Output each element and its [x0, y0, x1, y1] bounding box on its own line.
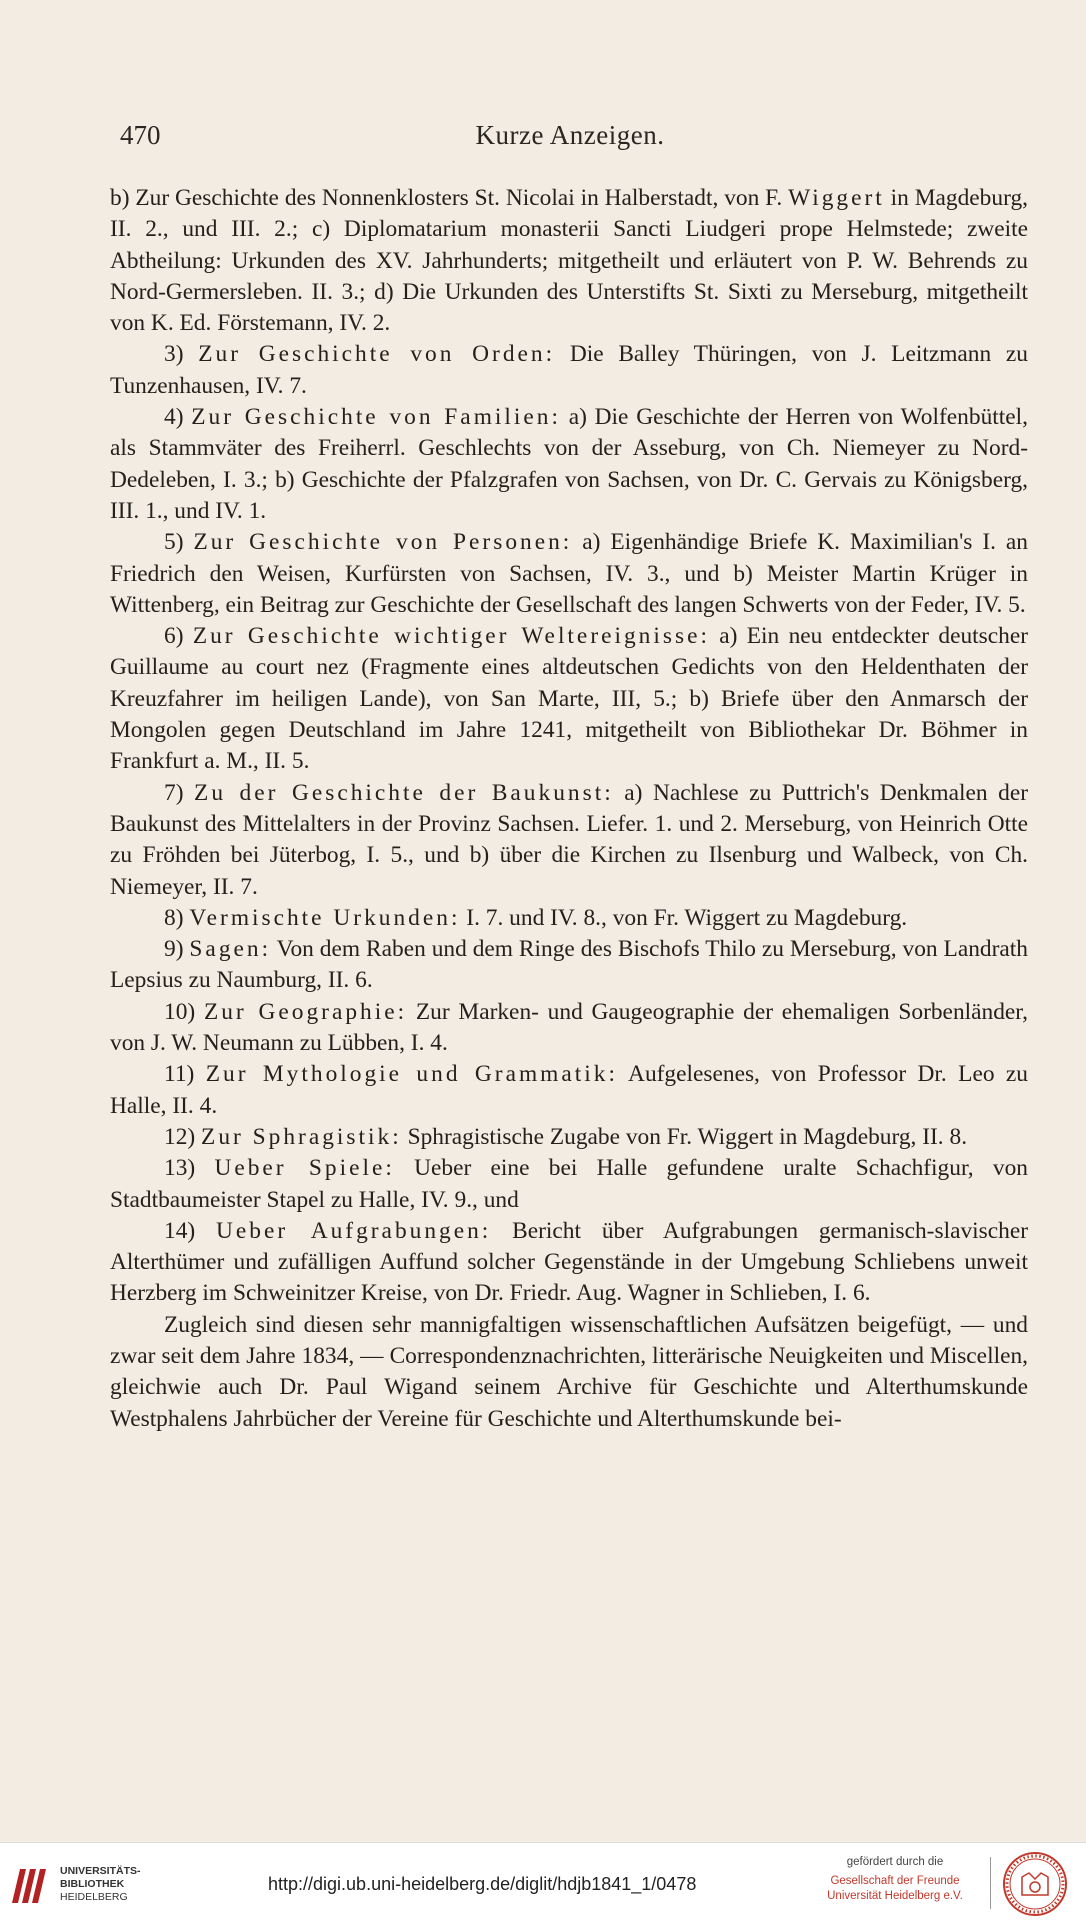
para-spaced: Ueber Aufgrabungen:: [216, 1217, 492, 1244]
para-spaced: Ueber Spiele:: [214, 1155, 395, 1182]
paragraph-9: [110, 934, 1028, 997]
page-number: 470: [120, 120, 161, 150]
paragraph-b: [110, 183, 1028, 339]
para-lead: 8): [164, 904, 190, 931]
para-text: Von dem Raben und dem Ringe des Bischofs Thilo zu Merseburg, von Landrath Lepsius zu Naumburg, II. 6.: [110, 936, 1028, 994]
sponsor-name-line: Universität Heidelberg e.V.: [827, 1890, 963, 1902]
para-spaced: Zur Geographie:: [203, 998, 408, 1025]
para-lead: 5): [164, 529, 194, 556]
viewer-footer: [0, 1842, 1086, 1922]
para-lead: 12): [164, 1123, 202, 1150]
para-lead: 11): [164, 1061, 206, 1088]
paragraph-3: [110, 339, 1028, 402]
paragraph-12: [110, 1122, 1028, 1153]
page-header: [120, 120, 1020, 164]
para-lead: 13): [164, 1155, 215, 1182]
sponsor-name: [815, 1874, 975, 1904]
para-text: Aufgelesenes, von Professor Dr. Leo zu Halle, II. 4.: [110, 1061, 1028, 1119]
para-lead: 9): [164, 936, 190, 963]
para-spaced: Zur Sphragistik:: [201, 1123, 402, 1150]
paragraph-14: [110, 1216, 1028, 1310]
para-lead: 3): [164, 341, 199, 368]
paragraph-11: [110, 1059, 1028, 1122]
permalink-url[interactable]: http://digi.ub.uni-heidelberg.de/diglit/hdjb1841_1/0478: [268, 1874, 697, 1894]
para-text: Zur Marken- und Gaugeographie der ehemaligen Sorbenländer, von J. W. Neumann zu Lübben, I. 4.: [110, 998, 1028, 1057]
library-name[interactable]: [60, 1865, 160, 1904]
para-spaced: Sagen:: [189, 936, 272, 963]
para-text: Zugleich sind diesen sehr mannigfaltigen wissenschaftlichen Aufsätzen beigefügt, — und zwar seit dem Jahre 1834, — Correspondenznachrichten, litterärische Neuigkeiten und Miscellen, gleichwie auch Dr. Paul Wigand seinem Archive für Geschichte und Alterthumskunde Westphalens Jahrbücher der Vereine für Geschichte und Alterthumskunde bei-: [110, 1311, 1028, 1432]
para-spaced: Zur Geschichte wichtiger Weltereignisse:: [192, 623, 710, 650]
para-spaced: Zur Geschichte von Familien:: [191, 404, 561, 431]
paragraph-10: [110, 997, 1028, 1060]
para-lead: b) Zur Geschichte des Nonnenklosters St. Nicolai in Halberstadt, von F.: [110, 185, 789, 211]
sponsor-name-line: Gesellschaft der Freunde: [830, 1875, 960, 1887]
paragraph-closing: [110, 1310, 1028, 1435]
library-name-line: BIBLIOTHEK: [60, 1878, 125, 1890]
para-spaced: Vermischte Urkunden:: [189, 904, 461, 931]
para-text: I. 7. und IV. 8., von Fr. Wiggert zu Magdeburg.: [460, 904, 908, 931]
para-lead: 6): [164, 623, 193, 650]
para-text: Ueber eine bei Halle gefundene uralte Schachfigur, von Stadtbaumeister Stapel zu Halle, IV. 9., und: [110, 1155, 1029, 1213]
para-lead: 7): [164, 779, 195, 806]
para-text: Sphragistische Zugabe von Fr. Wiggert in Magdeburg, II. 8.: [401, 1123, 968, 1150]
para-spaced: Wiggert: [788, 185, 885, 211]
para-text: a) Die Geschichte der Herren von Wolfenbüttel, als Stammväter des Freiherrl. Geschlechts von der Asseburg, von Ch. Niemeyer zu Nord-Dedeleben, I. 3.; b) Geschichte der Pfalzgrafen von Sachsen, von Dr. C. Gervais zu Königsberg, III. 1., und IV. 1.: [110, 404, 1028, 524]
para-lead: 14): [164, 1217, 217, 1244]
para-text: Die Balley Thüringen, von J. Leitzmann zu Tunzenhausen, IV. 7.: [110, 341, 1028, 399]
para-spaced: Zur Mythologie und Grammatik:: [205, 1061, 618, 1088]
para-lead: 10): [164, 998, 204, 1025]
sponsor-label: gefördert durch die: [846, 1856, 944, 1868]
paragraph-4: [110, 402, 1028, 527]
university-seal-icon[interactable]: [1002, 1851, 1068, 1917]
running-head: Kurze Anzeigen.: [475, 120, 665, 150]
paragraph-5: [110, 527, 1028, 621]
divider: [990, 1857, 991, 1909]
para-text: a) Eigenhändige Briefe K. Maximilian's I. an Friedrich den Weisen, Kurfürsten von Sachsen, IV. 3., und b) Meister Martin Krüger in Wittenberg, ein Beitrag zur Geschichte der Gesellschaft des langen Schwerts von der Feder, IV. 5.: [110, 529, 1028, 618]
paragraph-6: [110, 621, 1028, 777]
library-name-line: HEIDELBERG: [60, 1891, 128, 1903]
library-name-line: UNIVERSITÄTS-: [60, 1865, 141, 1877]
para-text: in Magdeburg, II. 2., und III. 2.; c) Diplomatarium monasterii Sancti Liudgeri prope Helmstede; zweite Abtheilung: Urkunden des XV. Jahrhunderts; mitgetheilt und erläutert von P. W. Behrends zu Nord-Germersleben. II. 3.; d) Die Urkunden des Unterstifts St. Sixti zu Merseburg, mitgetheilt von K. Ed. Förstemann, IV. 2.: [110, 185, 1028, 337]
para-text: a) Nachlese zu Puttrich's Denkmalen der Baukunst des Mittelalters in der Provinz Sachsen. Liefer. 1. und 2. Merseburg, von Heinrich Otte zu Fröhden bei Jüterbog, I. 5., und b) über die Kirchen zu Ilsenburg und Walbeck, von Ch. Niemeyer, II. 7.: [110, 779, 1028, 900]
para-text: Bericht über Aufgrabungen germanisch-slavischer Alterthümer und zufälligen Auffund solcher Gegenstände in der Umgebung Schliebens unweit Herzberg im Schweinitzer Kreise, von Dr. Friedr. Aug. Wagner in Schlieben, I. 6.: [110, 1217, 1028, 1307]
para-spaced: Zu der Geschichte der Baukunst:: [194, 779, 614, 806]
paragraph-8: [110, 903, 1028, 934]
sponsor-block[interactable]: [815, 1855, 975, 1904]
para-spaced: Zur Geschichte von Orden:: [198, 341, 556, 368]
paragraph-7: [110, 778, 1028, 903]
para-lead: 4): [164, 404, 192, 431]
para-text: a) Ein neu entdeckter deutscher Guillaume au court nez (Fragmente eines altdeutschen Gedichts von den Heldenthaten der Kreuzfahrer im heiligen Lande), von San Marte, III, 5.; b) Briefe über den Anmarsch der Mongolen gegen Deutschland im Jahre 1241, mitgetheilt von Bibliothekar Dr. Böhmer in Frankfurt a. M., II. 5.: [110, 623, 1028, 775]
library-logo-icon[interactable]: [10, 1863, 50, 1907]
body-text: [110, 183, 1028, 1435]
paragraph-13: [110, 1153, 1028, 1216]
para-spaced: Zur Geschichte von Personen:: [193, 529, 573, 556]
